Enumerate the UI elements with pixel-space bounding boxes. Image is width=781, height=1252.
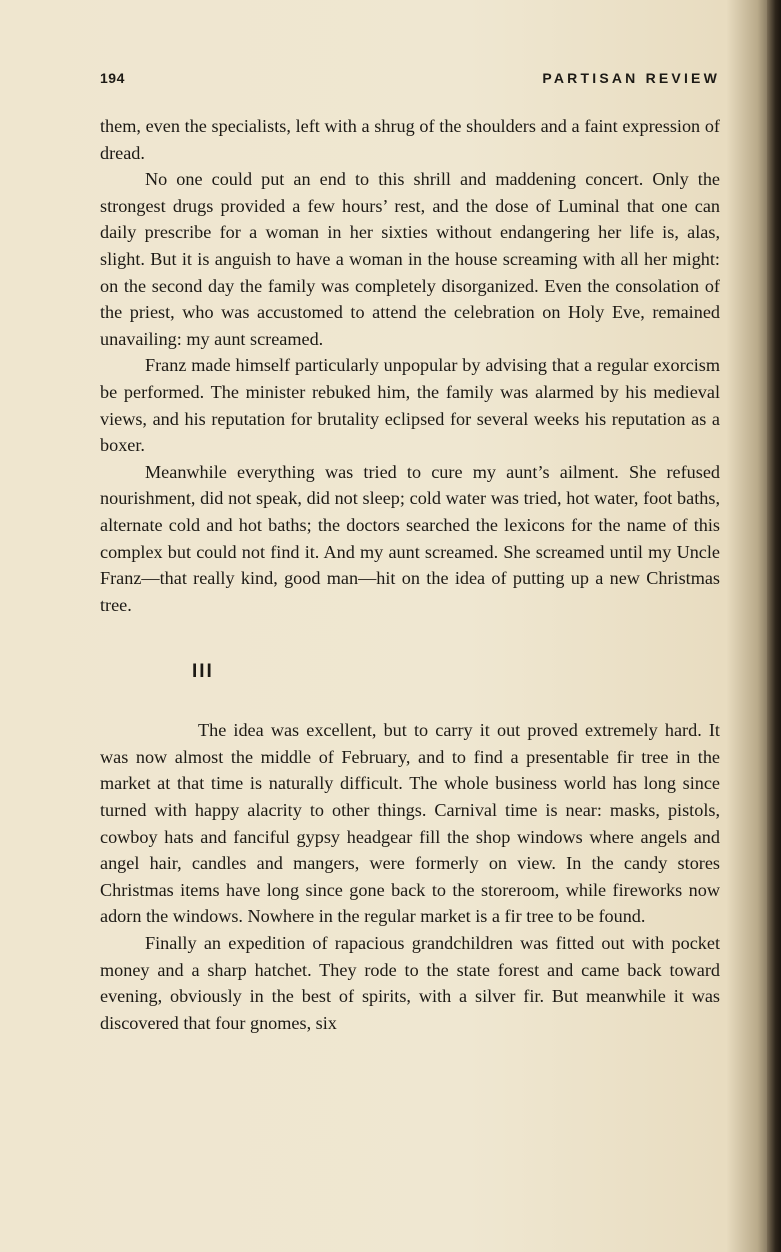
- paragraph: Finally an expedition of rapacious grandchildren was fitted out with pocket money and a sharp hatchet. They rode to the state forest and came back toward evening, obviously in the best of spirits, with a silver fir. But meanwhile it was discovered that four gnomes, six: [100, 933, 720, 1033]
- paragraph: No one could put an end to this shrill and maddening concert. Only the strongest drugs provided a few hours’ rest, and the dose of Luminal that one can daily prescribe for a woman in her sixties without endangering her life is, alas, slight. But it is anguish to have a woman in the house screaming with all her might: on the second day the family was completely disorganized. Even the consolation of the priest, who was accustomed to attend the celebration on Holy Eve, remained unavailing: my aunt screamed.: [100, 169, 720, 349]
- book-spine-shadow: [767, 0, 781, 1252]
- body-text: [100, 113, 720, 1036]
- paragraph: The idea was excellent, but to carry it out proved extremely hard. It was now almost the middle of February, and to find a presentable fir tree in the market at that time is naturally difficult. The whole business world has long since turned with happy alacrity to other things. Carnival time is near: masks, pistols, cowboy hats and fanciful gypsy headgear fill the shop windows where angels and angel hair, candles and mangers, were formerly on view. In the candy stores Christmas items have long since gone back to the storeroom, while fireworks now adorn the windows. Nowhere in the regular market is a fir tree to be found.: [100, 720, 720, 927]
- section-heading: III: [192, 661, 214, 683]
- paragraph: them, even the specialists, left with a shrug of the shoulders and a faint expression of dread.: [100, 116, 720, 163]
- running-head: PARTISAN REVIEW: [542, 70, 720, 86]
- paragraph: Meanwhile everything was tried to cure my aunt’s ailment. She refused nourishment, did not speak, did not sleep; cold water was tried, hot water, foot baths, alternate cold and hot baths; the doctors searched the lexicons for the name of this complex but could not find it. And my aunt screamed. She screamed until my Uncle Franz—that really kind, good man—hit on the idea of putting up a new Christmas tree.: [100, 461, 720, 615]
- page-header: [100, 70, 720, 92]
- paragraph: Franz made himself particularly unpopular by advising that a regular exorcism be performed. The minister rebuked him, the family was alarmed by his medieval views, and his reputation for brutality eclipsed for several weeks his reputation as a boxer.: [100, 355, 720, 456]
- page-number: 194: [100, 70, 125, 86]
